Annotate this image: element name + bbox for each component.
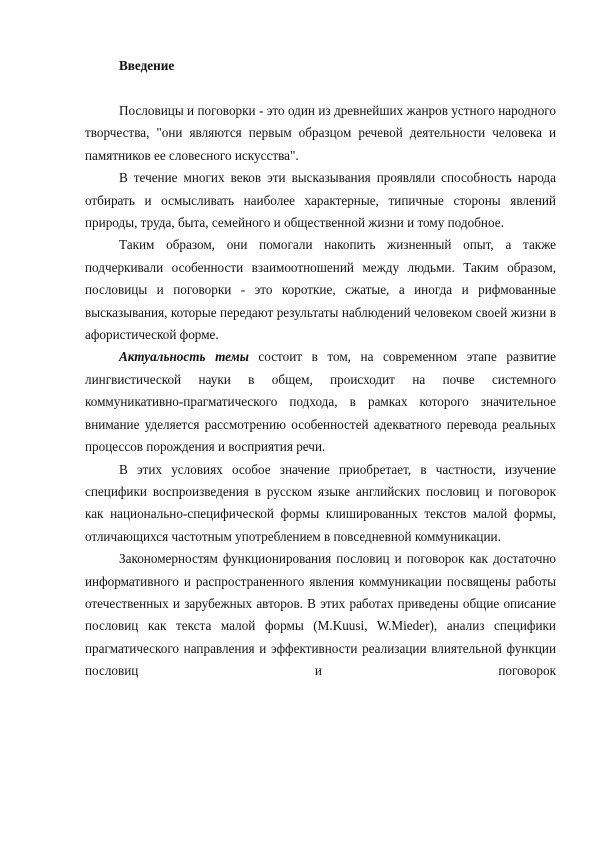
paragraph-4 [85,346,556,458]
topic-relevance-term: Актуальность темы [119,349,249,365]
paragraph-4-text: состоит в том, на современном этапе развитие лингвистической науки в общем, происходит на почве системного коммуникативно-прагматического подхода, в рамках которого значительное внимание уделяется рассмотрению особенностей адекватного перевода реальных процессов порождения и восприятия речи. [85,349,556,455]
section-heading: Введение [119,58,175,73]
document-body [85,55,556,683]
paragraph-6-text: Закономерностям функционирования пословиц и поговорок как достаточно информативного и распространенного явления коммуникации посвящены работы отечественных и зарубежных авторов. В этих работах приведены общие описание пословиц как текста малой формы (M.Kuusi, W.Mieder), анализ специфики прагматического направления и эффективности реализации влиятельной функции пословиц и поговорок [85,551,556,679]
paragraph-5 [85,459,556,549]
paragraph-3 [85,234,556,346]
paragraph-2-text: В течение многих веков эти высказывания проявляли способность народа отбирать и осмысливать наиболее характерные, типичные стороны явлений природы, труда, быта, семейного и общественной жизни и тому подобное. [85,170,556,231]
paragraph-3-text: Таким образом, они помогали накопить жизненный опыт, а также подчеркивали особенности взаимоотношений между людьми. Таким образом, пословицы и поговорки - это короткие, сжатые, а иногда и рифмованные высказывания, которые передают результаты наблюдений человеком своей жизни в афористической форме. [85,237,556,343]
paragraph-6 [85,548,556,682]
paragraph-1 [85,100,556,167]
paragraph-2 [85,167,556,234]
paragraph-1-text: Пословицы и поговорки - это один из древнейших жанров устного народного творчества, "они являются первым образцом речевой деятельности человека и памятников ее словесного искусства". [85,103,556,163]
paragraph-5-text: В этих условиях особое значение приобретает, в частности, изучение специфики воспроизведения в русском языке английских пословиц и поговорок как национально-специфической формы клишированных текстов малой формы, отличающихся частотным употреблением в повседневной коммуникации. [85,461,556,544]
